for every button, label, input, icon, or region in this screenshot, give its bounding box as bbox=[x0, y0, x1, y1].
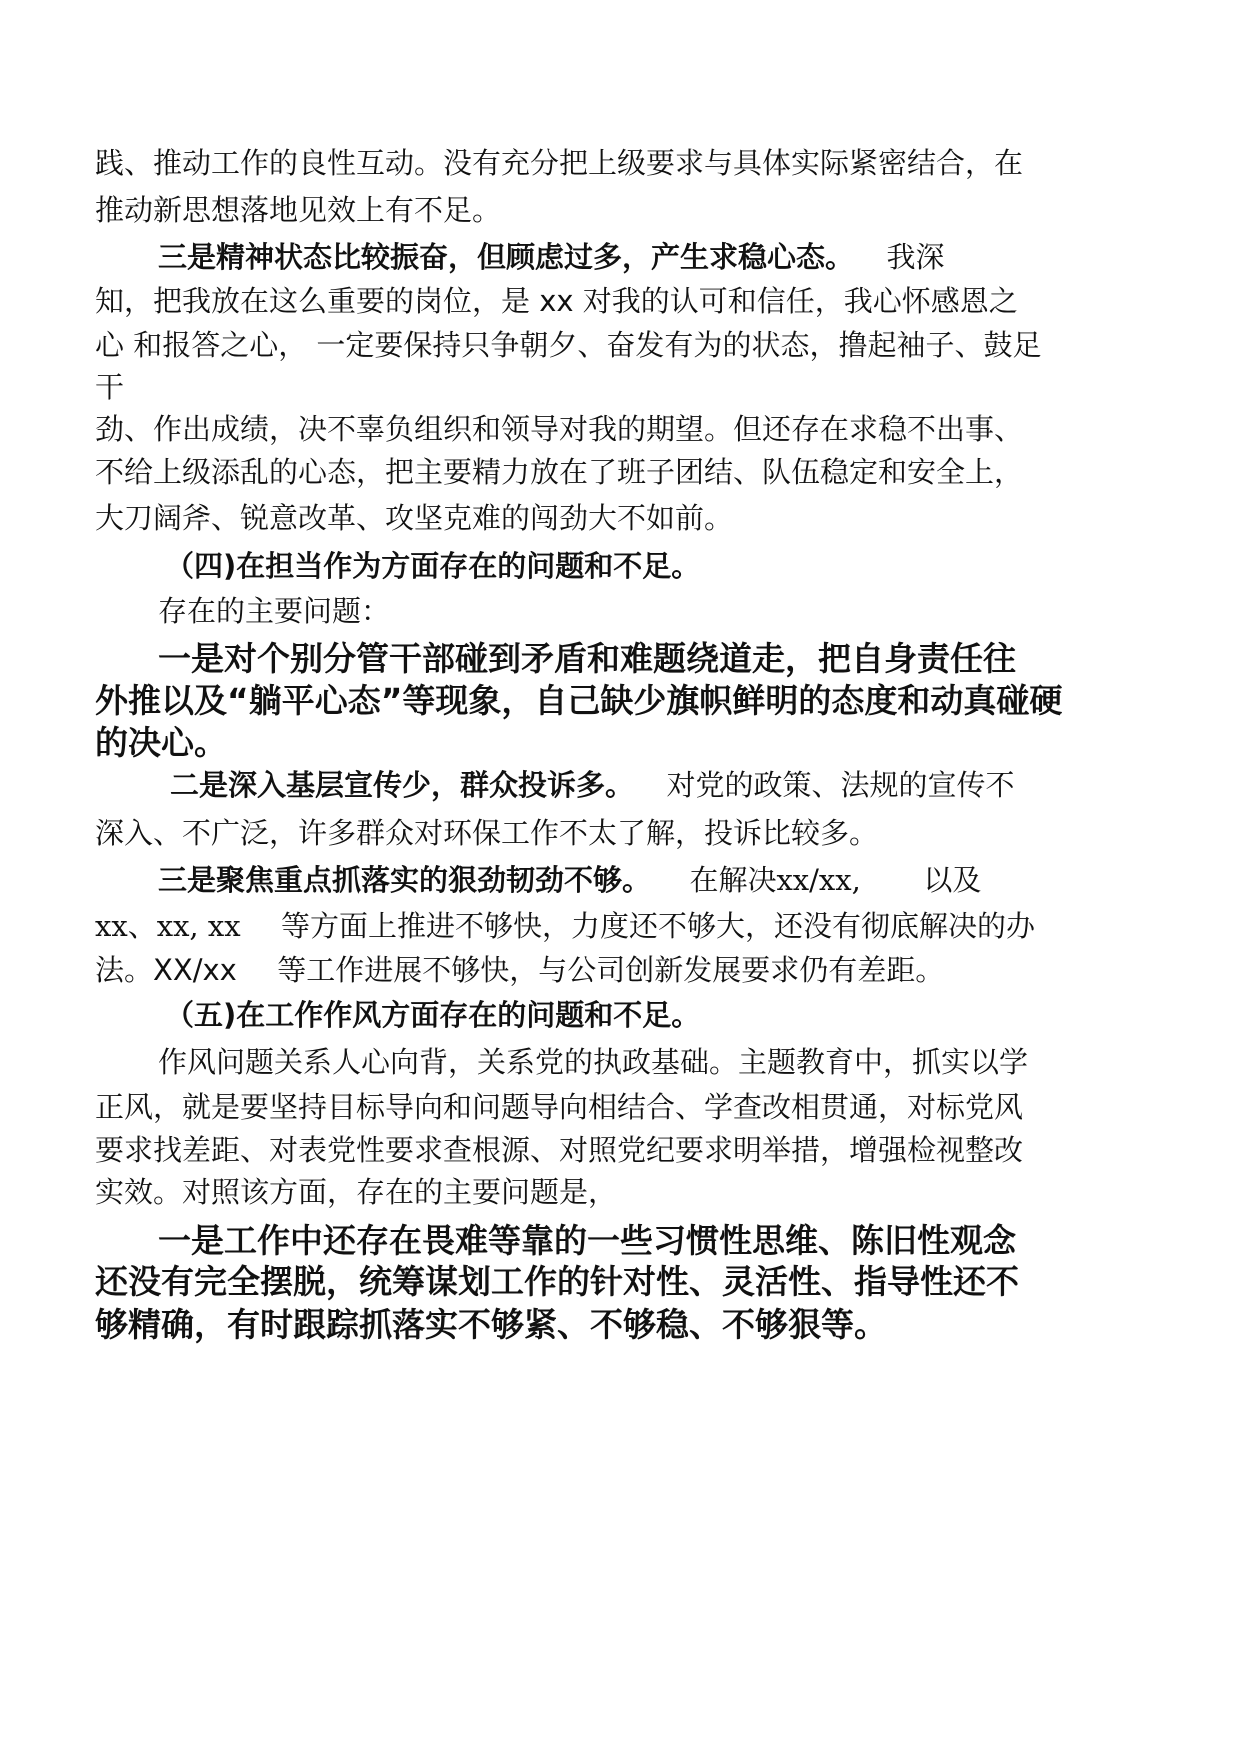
paragraph-line bbox=[95, 409, 1023, 449]
bold-text: 够精确，有时跟踪抓落实不够紧、不够稳、不够狠等。 bbox=[95, 1305, 887, 1344]
paragraph-line bbox=[95, 1304, 887, 1346]
body-text: 法。XX/xx bbox=[95, 953, 237, 987]
body-text: 心 和报答之心， 一定要保持只争朝夕、奋发有为的状态，撸起袖子、鼓足 bbox=[95, 328, 1042, 362]
body-text: 等方面上推进不够快，力度还不够大，还没有彻底解决的办 bbox=[281, 909, 1036, 943]
body-text: 我深 bbox=[886, 240, 945, 274]
paragraph-line bbox=[158, 638, 1016, 680]
bold-text: 还没有完全摆脱，统筹谋划工作的针对性、灵活性、指导性还不 bbox=[95, 1262, 1019, 1301]
paragraph-line bbox=[95, 143, 1023, 183]
bold-text: 一是对个别分管干部碰到矛盾和难题绕道走，把自身责任往 bbox=[158, 639, 1016, 678]
body-text: 知，把我放在这么重要的岗位，是 xx 对我的认可和信任，我心怀感恩之 bbox=[95, 284, 1018, 318]
body-text: 存在的主要问题： bbox=[158, 594, 391, 628]
paragraph-line bbox=[95, 906, 1035, 946]
paragraph-line bbox=[95, 1172, 617, 1212]
body-text: 干 bbox=[95, 370, 125, 404]
section-heading-text: （四)在担当作为方面存在的问题和不足。 bbox=[165, 549, 701, 583]
body-text: 不给上级添乱的心态，把主要精力放在了班子团结、队伍稳定和安全上， bbox=[95, 455, 1024, 489]
body-text: 在解决xx/xx, bbox=[689, 863, 861, 897]
section-heading bbox=[165, 546, 700, 586]
body-text: 对党的政策、法规的宣传不 bbox=[666, 768, 1015, 802]
paragraph-line bbox=[158, 591, 390, 631]
body-text: 践、推动工作的良性互动。没有充分把上级要求与具体实际紧密结合，在 bbox=[95, 146, 1024, 180]
paragraph-line bbox=[95, 722, 227, 764]
paragraph-line bbox=[95, 1261, 1019, 1303]
paragraph-line bbox=[95, 190, 501, 230]
body-text: 要求找差距、对表党性要求查根源、对照党纪要求明举措，增强检视整改 bbox=[95, 1133, 1024, 1167]
body-text: 大刀阔斧、锐意改革、攻坚克难的闯劲大不如前。 bbox=[95, 501, 734, 535]
paragraph-line bbox=[95, 680, 1062, 722]
paragraph-line bbox=[158, 1042, 1028, 1082]
bold-text: 一是工作中还存在畏难等靠的一些习惯性思维、陈旧性观念 bbox=[158, 1221, 1016, 1260]
paragraph-line bbox=[95, 367, 124, 407]
body-text: 作风问题关系人心向背，关系党的执政基础。主题教育中，抓实以学 bbox=[158, 1045, 1029, 1079]
paragraph-line bbox=[95, 325, 1041, 365]
paragraph-line bbox=[158, 860, 981, 900]
paragraph-line bbox=[95, 813, 878, 853]
paragraph-line bbox=[95, 1130, 1023, 1170]
paragraph-line bbox=[95, 452, 1023, 492]
body-text: 实效。对照该方面，存在的主要问题是， bbox=[95, 1175, 618, 1209]
paragraph-line bbox=[95, 498, 733, 538]
bold-heading-text: 三是精神状态比较振奋，但顾虑过多，产生求稳心态。 bbox=[158, 240, 855, 274]
body-text: 推动新思想落地见效上有不足。 bbox=[95, 193, 502, 227]
section-heading-text: （五)在工作作风方面存在的问题和不足。 bbox=[165, 998, 701, 1032]
section-heading bbox=[165, 995, 700, 1035]
paragraph-line bbox=[158, 1220, 1016, 1262]
bold-text: 外推以及“躺平心态”等现象，自己缺少旗帜鲜明的态度和动真碰硬 bbox=[95, 681, 1063, 720]
paragraph-line bbox=[95, 950, 944, 990]
body-text: 正风，就是要坚持目标导向和问题导向相结合、学查改相贯通，对标党风 bbox=[95, 1090, 1024, 1124]
body-text: 劲、作出成绩，决不辜负组织和领导对我的期望。但还存在求稳不出事、 bbox=[95, 412, 1024, 446]
body-text: xx、xx, xx bbox=[95, 909, 241, 943]
paragraph-line bbox=[158, 237, 944, 277]
paragraph-line bbox=[95, 1087, 1023, 1127]
paragraph-line bbox=[95, 281, 1018, 321]
bold-text: 的决心。 bbox=[95, 723, 227, 762]
body-text: 深入、不广泛，许多群众对环保工作不太了解，投诉比较多。 bbox=[95, 816, 879, 850]
bold-heading-text: 二是深入基层宣传少，群众投诉多。 bbox=[170, 768, 635, 802]
body-text: 以及 bbox=[923, 863, 982, 897]
bold-heading-text: 三是聚焦重点抓落实的狠劲韧劲不够。 bbox=[158, 863, 652, 897]
body-text: 等工作进展不够快，与公司创新发展要求仍有差距。 bbox=[277, 953, 945, 987]
paragraph-line bbox=[170, 765, 1014, 805]
